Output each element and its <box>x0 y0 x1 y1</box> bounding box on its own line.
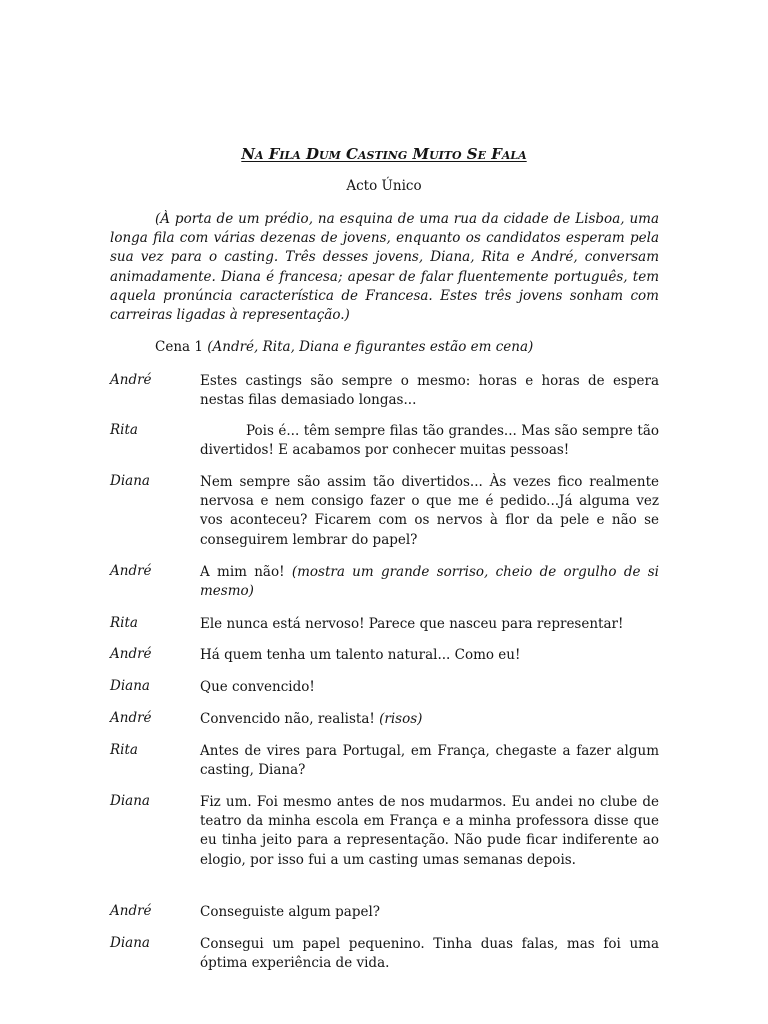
scene-label: Cena 1 <box>155 339 203 355</box>
scene-heading <box>155 339 655 355</box>
stage-aside: (mostra um grande sorriso, cheio de orgulho de si mesmo) <box>200 564 659 600</box>
stage-aside: (risos) <box>379 711 423 727</box>
speaker-name: Diana <box>110 935 150 951</box>
speech-main: Convencido não, realista! <box>200 711 375 727</box>
speech-text <box>200 563 659 601</box>
speaker-name: Rita <box>110 615 138 631</box>
speaker-name: Diana <box>110 793 150 809</box>
speech-text: Ele nunca está nervoso! Parece que nasceu para representar! <box>200 616 624 632</box>
act-subtitle: Acto Único <box>346 178 422 194</box>
speech-text: Pois é... têm sempre filas tão grandes... Mas são sempre tão divertidos! E acabamos por conhecer muitas pessoas! <box>200 423 659 459</box>
speech-text: Consegui um papel pequenino. Tinha duas falas, mas foi uma óptima experiência de vida. <box>200 936 659 972</box>
speech-main: A mim não! <box>200 564 285 580</box>
speaker-name: André <box>110 372 152 388</box>
speech-text: Há quem tenha um talento natural... Como eu! <box>200 647 521 663</box>
play-title: Na Fila Dum Casting Muito Se Fala <box>241 145 527 163</box>
speaker-name: André <box>110 903 152 919</box>
speech-text: Conseguiste algum papel? <box>200 904 381 920</box>
speech-text: Que convencido! <box>200 679 315 695</box>
speaker-name: Diana <box>110 678 150 694</box>
stage-direction: (À porta de um prédio, na esquina de uma rua da cidade de Lisboa, uma longa fila com várias dezenas de jovens, enquanto os candidatos esperam pela sua vez para o casting. Três desses jovens, Diana, Rita e André, conversam animadamente. Diana é francesa; apesar de falar fluentemente português, tem aquela pronúncia característica de Francesa. Estes três jovens sonham com carreiras ligadas à representação.) <box>110 211 659 324</box>
speaker-name: André <box>110 563 152 579</box>
speaker-name: Diana <box>110 473 150 489</box>
speech-text: Estes castings são sempre o mesmo: horas e horas de espera nestas filas demasiado longas... <box>200 373 659 409</box>
speech-text: Nem sempre são assim tão divertidos... Às vezes fico realmente nervosa e nem consigo fazer o que me é pedido...Já alguma vez vos aconteceu? Ficarem com os nervos à flor da pele e não se conseguirem lembrar do papel? <box>200 474 659 548</box>
speech-text: Fiz um. Foi mesmo antes de nos mudarmos. Eu andei no clube de teatro da minha escola em França e a minha professora disse que eu tinha jeito para a representação. Não pude ficar indiferente ao elogio, por isso fui a um casting umas semanas depois. <box>200 794 659 868</box>
scene-note: (André, Rita, Diana e figurantes estão em cena) <box>207 339 534 355</box>
speaker-name: Rita <box>110 742 138 758</box>
speech-text: Antes de vires para Portugal, em França, chegaste a fazer algum casting, Diana? <box>200 743 659 779</box>
speaker-name: Rita <box>110 422 138 438</box>
speaker-name: André <box>110 710 152 726</box>
speech-text <box>200 710 659 729</box>
speaker-name: André <box>110 646 152 662</box>
